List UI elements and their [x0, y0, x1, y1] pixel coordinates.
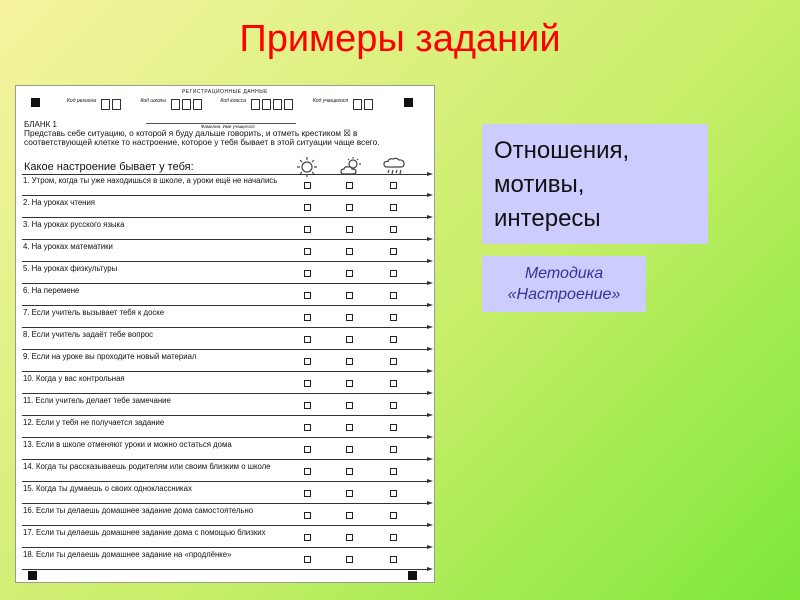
- neutral-mood-checkbox[interactable]: [346, 204, 353, 211]
- student-code-box[interactable]: [364, 99, 373, 110]
- method-name: «Настроение»: [507, 286, 621, 303]
- bad-mood-checkbox[interactable]: [390, 358, 397, 365]
- class-code-box[interactable]: [262, 99, 271, 110]
- good-mood-checkbox[interactable]: [304, 556, 311, 563]
- questionnaire-item-text: 12. Если у тебя не получается задание: [23, 418, 165, 427]
- slide-title: Примеры заданий: [239, 18, 561, 60]
- bad-mood-checkbox[interactable]: [390, 380, 397, 387]
- blank-number: БЛАНК 1: [24, 120, 57, 129]
- student-code-box[interactable]: [353, 99, 362, 110]
- bad-mood-checkbox[interactable]: [390, 446, 397, 453]
- questionnaire-row: [16, 482, 436, 504]
- questionnaire-item-text: 11. Если учитель делает тебе замечание: [23, 396, 171, 405]
- neutral-mood-checkbox[interactable]: [346, 314, 353, 321]
- method-label: Методика: [524, 265, 604, 282]
- class-code-box[interactable]: [284, 99, 293, 110]
- assessment-area-relations: Отношения,: [494, 137, 630, 164]
- registration-marker-top-right: [404, 98, 413, 107]
- bad-mood-checkbox[interactable]: [390, 424, 397, 431]
- good-mood-checkbox[interactable]: [304, 270, 311, 277]
- bad-mood-checkbox[interactable]: [390, 204, 397, 211]
- mood-questionnaire-form: [15, 85, 435, 583]
- surname-label: Фамилия, Имя учащегося: [201, 124, 255, 129]
- questionnaire-item-text: 18. Если ты делаешь домашнее задание на «продлёнке»: [23, 550, 232, 559]
- good-mood-checkbox[interactable]: [304, 226, 311, 233]
- questionnaire-row: [16, 416, 436, 438]
- bad-mood-checkbox[interactable]: [390, 182, 397, 189]
- neutral-mood-checkbox[interactable]: [346, 556, 353, 563]
- assessment-areas-box: [482, 124, 708, 244]
- questionnaire-row: [16, 438, 436, 460]
- bad-mood-checkbox[interactable]: [390, 512, 397, 519]
- good-mood-checkbox[interactable]: [304, 336, 311, 343]
- neutral-mood-checkbox[interactable]: [346, 182, 353, 189]
- neutral-mood-checkbox[interactable]: [346, 446, 353, 453]
- questionnaire-item-text: 14. Когда ты рассказываешь родителям или своим близким о школе: [23, 462, 271, 471]
- questionnaire-item-text: 7. Если учитель вызывает тебя к доске: [23, 308, 165, 317]
- questionnaire-item-text: 5. На уроках физкультуры: [23, 264, 118, 273]
- questionnaire-row: [16, 174, 436, 196]
- bad-mood-checkbox[interactable]: [390, 490, 397, 497]
- school-code-box[interactable]: [182, 99, 191, 110]
- bad-mood-checkbox[interactable]: [390, 292, 397, 299]
- questionnaire-row: [16, 306, 436, 328]
- good-mood-checkbox[interactable]: [304, 446, 311, 453]
- school-code-box[interactable]: [193, 99, 202, 110]
- neutral-mood-checkbox[interactable]: [346, 292, 353, 299]
- class-code-box[interactable]: [251, 99, 260, 110]
- neutral-mood-checkbox[interactable]: [346, 402, 353, 409]
- questionnaire-row: [16, 526, 436, 548]
- neutral-mood-checkbox[interactable]: [346, 226, 353, 233]
- good-mood-checkbox[interactable]: [304, 424, 311, 431]
- bad-mood-checkbox[interactable]: [390, 468, 397, 475]
- neutral-mood-checkbox[interactable]: [346, 512, 353, 519]
- good-mood-checkbox[interactable]: [304, 380, 311, 387]
- questionnaire-row: [16, 504, 436, 526]
- assessment-area-interests: интересы: [494, 205, 601, 232]
- good-mood-checkbox[interactable]: [304, 314, 311, 321]
- questionnaire-row: [16, 372, 436, 394]
- good-mood-checkbox[interactable]: [304, 402, 311, 409]
- questionnaire-row: [16, 196, 436, 218]
- class-code-box[interactable]: [273, 99, 282, 110]
- good-mood-checkbox[interactable]: [304, 248, 311, 255]
- method-box: [482, 256, 646, 312]
- questionnaire-row: [16, 284, 436, 306]
- good-mood-checkbox[interactable]: [304, 358, 311, 365]
- row-divider: [22, 569, 427, 570]
- good-mood-checkbox[interactable]: [304, 292, 311, 299]
- bad-mood-checkbox[interactable]: [390, 556, 397, 563]
- good-mood-checkbox[interactable]: [304, 534, 311, 541]
- questionnaire-item-text: 6. На перемене: [23, 286, 80, 295]
- school-code-label: Код школы: [140, 98, 166, 104]
- questionnaire-item-text: 13. Если в школе отменяют уроки и можно остаться дома: [23, 440, 232, 449]
- bad-mood-checkbox[interactable]: [390, 270, 397, 277]
- questionnaire-row: [16, 218, 436, 240]
- good-mood-checkbox[interactable]: [304, 490, 311, 497]
- bad-mood-checkbox[interactable]: [390, 534, 397, 541]
- region-code-label: Код региона: [66, 98, 96, 104]
- good-mood-checkbox[interactable]: [304, 182, 311, 189]
- questionnaire-row: [16, 240, 436, 262]
- questionnaire-item-text: 2. На уроках чтения: [23, 198, 96, 207]
- neutral-mood-checkbox[interactable]: [346, 468, 353, 475]
- neutral-mood-checkbox[interactable]: [346, 336, 353, 343]
- region-code-box[interactable]: [101, 99, 110, 110]
- bad-mood-checkbox[interactable]: [390, 314, 397, 321]
- good-mood-checkbox[interactable]: [304, 468, 311, 475]
- questionnaire-row: [16, 328, 436, 350]
- student-code-label: Код учащегося: [312, 98, 348, 104]
- region-code-box[interactable]: [112, 99, 121, 110]
- assessment-area-motives: мотивы,: [494, 171, 585, 198]
- bad-mood-checkbox[interactable]: [390, 226, 397, 233]
- registration-marker-bottom-right: [408, 571, 417, 580]
- neutral-mood-checkbox[interactable]: [346, 534, 353, 541]
- registration-title: РЕГИСТРАЦИОННЫЕ ДАННЫЕ: [181, 89, 269, 95]
- instruction-text: Представь себе ситуацию, о которой я буду дальше говорить, и отметь крестиком ☒ в соответствующей клетке то настроение, которое у тебя бывает в этой ситуации чаще всего.: [24, 128, 380, 148]
- bad-mood-checkbox[interactable]: [390, 402, 397, 409]
- neutral-mood-checkbox[interactable]: [346, 424, 353, 431]
- questionnaire-row: [16, 394, 436, 416]
- questionnaire-item-text: 3. На уроках русского языка: [23, 220, 125, 229]
- neutral-mood-checkbox[interactable]: [346, 270, 353, 277]
- questionnaire-item-text: 10. Когда у вас контрольная: [23, 374, 125, 383]
- class-code-label: Код класса: [220, 98, 246, 104]
- registration-marker-top-left: [31, 98, 40, 107]
- questionnaire-row: [16, 350, 436, 372]
- neutral-mood-checkbox[interactable]: [346, 380, 353, 387]
- questionnaire-item-text: 16. Если ты делаешь домашнее задание дома самостоятельно: [23, 506, 254, 515]
- questionnaire-row: [16, 262, 436, 284]
- question-heading: Какое настроение бывает у тебя:: [24, 161, 194, 173]
- questionnaire-item-text: 9. Если на уроке вы проходите новый материал: [23, 352, 197, 361]
- bad-mood-checkbox[interactable]: [390, 336, 397, 343]
- registration-marker-bottom-left: [28, 571, 37, 580]
- questionnaire-item-text: 4. На уроках математики: [23, 242, 113, 251]
- questionnaire-item-text: 15. Когда ты думаешь о своих одноклассниках: [23, 484, 192, 493]
- questionnaire-item-text: 8. Если учитель задаёт тебе вопрос: [23, 330, 154, 339]
- neutral-mood-checkbox[interactable]: [346, 490, 353, 497]
- bad-mood-checkbox[interactable]: [390, 248, 397, 255]
- questionnaire-row: [16, 548, 436, 570]
- neutral-mood-checkbox[interactable]: [346, 248, 353, 255]
- questionnaire-row: [16, 460, 436, 482]
- questionnaire-item-text: 1. Утром, когда ты уже находишься в школе, а уроки ещё не начались: [23, 176, 278, 185]
- good-mood-checkbox[interactable]: [304, 512, 311, 519]
- neutral-mood-checkbox[interactable]: [346, 358, 353, 365]
- school-code-box[interactable]: [171, 99, 180, 110]
- good-mood-checkbox[interactable]: [304, 204, 311, 211]
- questionnaire-item-text: 17. Если ты делаешь домашнее задание дома с помощью близких: [23, 528, 266, 537]
